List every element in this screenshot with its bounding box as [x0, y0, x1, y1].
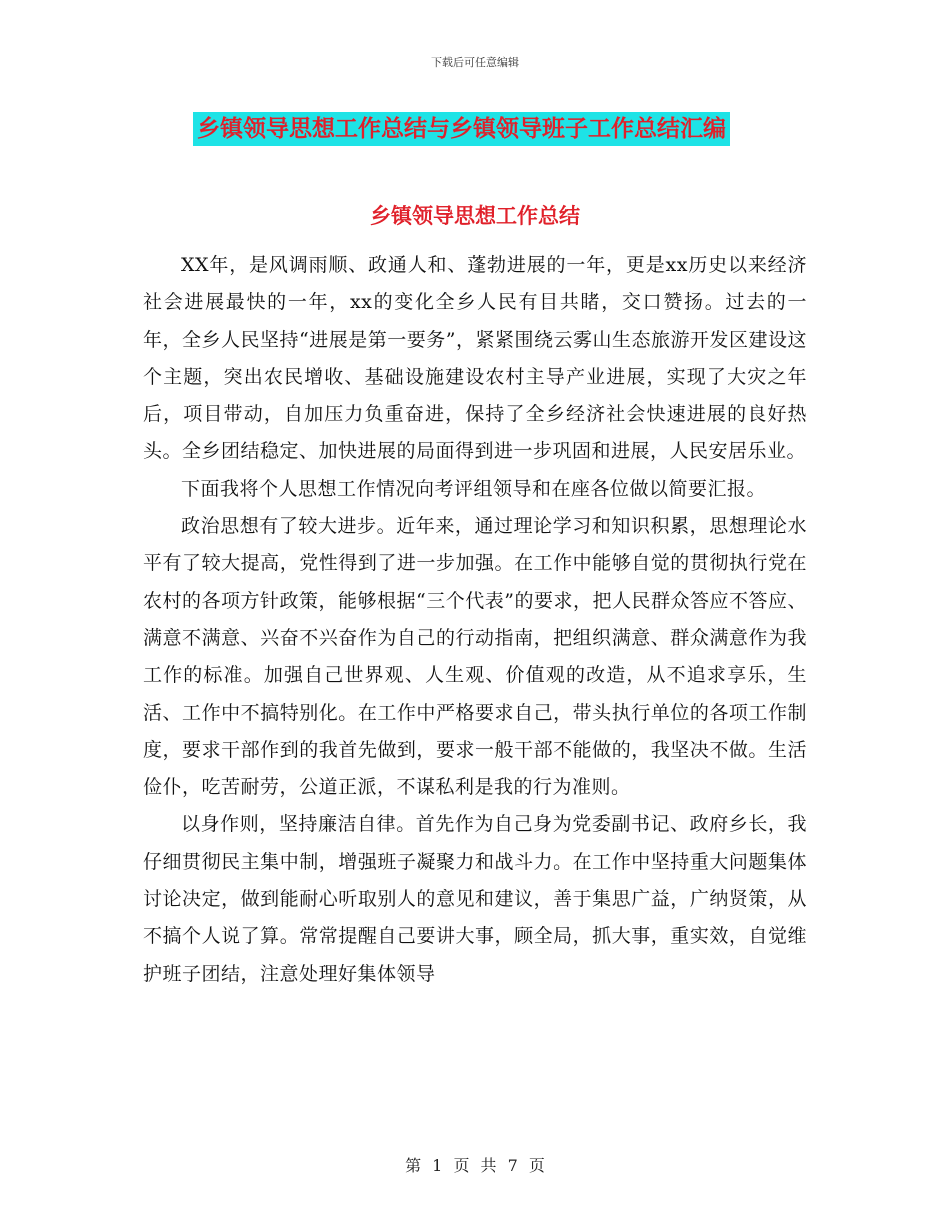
- paragraph: XX年，是风调雨顺、政通人和、蓬勃进展的一年，更是xx历史以来经济社会进展最快的一年，xx的变化全乡人民有目共睹，交口赞扬。过去的一年，全乡人民坚持“进展是第一要务”，紧紧围绕云雾山生态旅游开发区建设这个主题，突出农民增收、基础设施建设农村主导产业进展，实现了大灾之年后，项目带动，自加压力负重奋进，保持了全乡经济社会快速进展的良好热头。全乡团结稳定、加快进展的局面得到进一步巩固和进展，人民安居乐业。: [143, 254, 807, 463]
- section-title: 乡镇领导思想工作总结: [370, 204, 580, 228]
- header-note: 下载后可任意编辑: [431, 56, 519, 69]
- paragraph: 下面我将个人思想工作情况向考评组领导和在座各位做以简要汇报。: [181, 477, 767, 500]
- body-text: [143, 247, 807, 993]
- page-number: 第 1 页 共 7 页: [405, 1156, 545, 1175]
- paragraph: 政治思想有了较大进步。近年来，通过理论学习和知识积累，思想理论水平有了较大提高，党性得到了进一步加强。在工作中能够自觉的贯彻执行党在农村的各项方针政策，能够根据“三个代表”的要求，把人民群众答应不答应、满意不满意、兴奋不兴奋作为自己的行动指南，把组织满意、群众满意作为我工作的标准。加强自己世界观、人生观、价值观的改造，从不追求享乐，生活、工作中不搞特别化。在工作中严格要求自己，带头执行单位的各项工作制度，要求干部作到的我首先做到，要求一般干部不能做的，我坚决不做。生活俭仆，吃苦耐劳，公道正派，不谋私利是我的行为准则。: [143, 515, 807, 799]
- paragraph: 以身作则，坚持廉洁自律。首先作为自己身为党委副书记、政府乡长，我仔细贯彻民主集中制，增强班子凝聚力和战斗力。在工作中坚持重大问题集体讨论决定，做到能耐心听取别人的意见和建议，善于集思广益，广纳贤策，从不搞个人说了算。常常提醒自己要讲大事，顾全局，抓大事，重实效，自觉维护班子团结，注意处理好集体领导: [143, 813, 807, 985]
- document-title: 乡镇领导思想工作总结与乡镇领导班子工作总结汇编: [193, 112, 730, 146]
